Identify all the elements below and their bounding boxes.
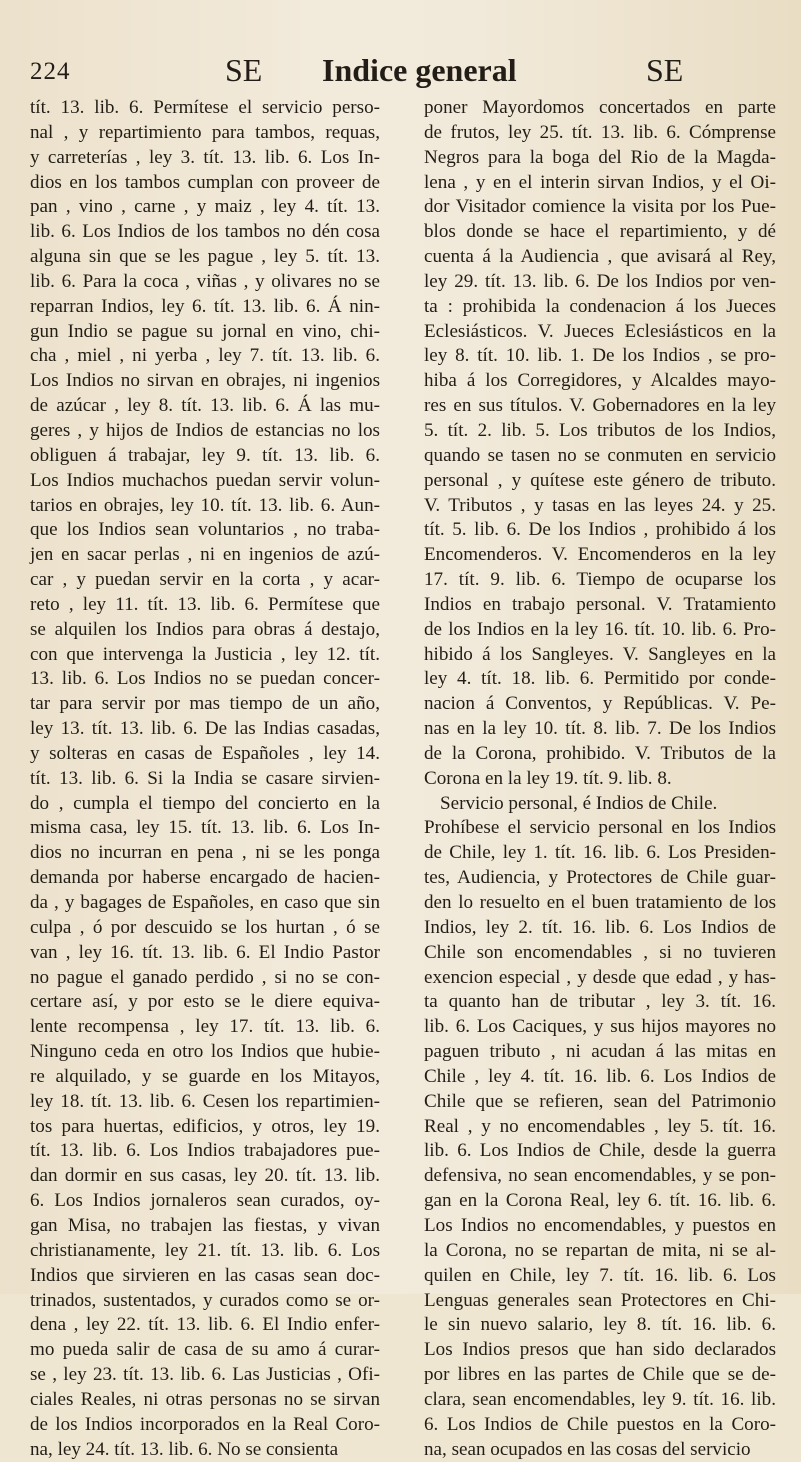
text-line: Lenguas generales sean Protectores en Chi- [424,1289,776,1311]
text-line: la Corona, no se repartan de mita, ni se al- [424,1239,776,1261]
right-column [424,96,776,1462]
text-line: ley 18. tít. 13. lib. 6. Cesen los repartimien- [30,1090,380,1112]
text-line: 6. Los Indios jornaleros sean curados, oy- [30,1190,380,1212]
text-line: dios en los tambos cumplan con proveer de [30,171,380,193]
text-line: den lo resuelto en el buen tratamiento de los [424,892,776,913]
text-line: V. Tributos , y tasas en las leyes 24. y 25. [424,494,776,516]
text-line: jen en sacar perlas , ni en ingenios de azú- [30,544,380,566]
text-line: quilen en Chile, ley 7. tít. 16. lib. 6. Los [424,1264,776,1286]
header-left-word: SE [225,52,263,88]
text-line: 17. tít. 9. lib. 6. Tiempo de ocuparse los [424,569,776,591]
text-line: personal , y quítese este género de tributo. [424,469,776,491]
text-line: na, ley 24. tít. 13. lib. 6. No se consienta [30,1438,339,1460]
text-line: lib. 6. Para la coca , viñas , y olivares no se [30,270,380,292]
text-line: poner Mayordomos concertados en parte [424,97,776,118]
header-title: Indice general [322,52,517,88]
text-line: lib. 6. Los Indios de los tambos no dén cosa [30,221,380,243]
text-line: Negros para la boga del Rio de la Magda- [424,146,776,168]
text-line: y carreterías , ley 3. tít. 13. lib. 6. Los In- [30,146,380,168]
text-line: ta : prohibida la condenacion á los Jueces [424,295,776,317]
text-line: Chile que se refieren, sean del Patrimonio [424,1090,776,1112]
text-line: certare así, y por esto se le diere equiva- [30,991,380,1013]
text-line: trinados, sustentados, y curados como se or- [30,1289,380,1311]
text-line: Los Indios muchachos puedan servir volun- [30,469,380,491]
text-line: ley 29. tít. 13. lib. 6. De los Indios por ven- [424,270,776,292]
text-line: nal , y repartimiento para tambos, requas, [30,121,380,143]
text-line: nacion á Conventos, y Repúblicas. V. Pe- [424,693,776,715]
text-line: 13. lib. 6. Los Indios no se puedan concer- [30,668,380,690]
text-line: dor Visitador comience la visita por los Pue- [424,196,776,218]
text-line: le sin nuevo salario, ley 8. tít. 16. lib. 6. [424,1314,776,1336]
text-line: tít. 13. lib. 6. Si la India se casare sirvien- [30,767,380,789]
text-line: obliguen á trabajar, ley 9. tít. 13. lib. 6. [30,444,380,466]
text-line: 6. Los Indios de Chile puestos en la Coro- [424,1413,776,1435]
page-header [30,52,771,92]
text-line: Chile son encomendables , si no tuvieren [424,941,776,963]
text-line: Servicio personal, é Indios de Chile. [440,792,718,814]
text-line: Los Indios no sirvan en obrajes, ni ingenios [30,370,380,392]
text-line: pan , vino , carne , y maiz , ley 4. tít. 13. [30,196,380,218]
text-line: hibido á los Sangleyes. V. Sangleyes en la [424,643,776,665]
text-line: lena , y en el interin sirvan Indios, y el Oi- [424,171,776,193]
text-line: nas en la ley 10. tít. 8. lib. 7. De los Indios [424,718,776,740]
page-number: 224 [30,58,71,85]
text-line: van , ley 16. tít. 13. lib. 6. El Indio Pastor [30,941,380,963]
text-line: de la Corona, prohibido. V. Tributos de la [424,742,776,764]
text-line: Prohíbese el servicio personal en los Indios [424,817,776,839]
text-line: do , cumpla el tiempo del concierto en la [30,792,380,814]
text-line: cha , miel , ni yerba , ley 7. tít. 13. lib. 6. [30,345,380,367]
text-line: Corona en la ley 19. tít. 9. lib. 8. [424,767,672,789]
text-line: hiba á los Corregidores, y Alcaldes mayo- [424,370,776,392]
text-line: tít. 13. lib. 6. Permítese el servicio perso- [30,97,380,118]
text-line: gan Misa, no trabajen las fiestas, y vivan [30,1214,380,1236]
text-line: reparran Indios, ley 6. tít. 13. lib. 6. Á nin- [30,295,380,317]
text-line: lente recompensa , ley 17. tít. 13. lib. 6. [30,1016,380,1038]
text-line: Real , y no encomendables , ley 5. tít. 16. [424,1115,776,1137]
text-line: de los Indios incorporados en la Real Coro- [30,1413,380,1435]
text-line: de frutos, ley 25. tít. 13. lib. 6. Cómprense [424,121,776,143]
text-line: de los Indios en la ley 16. tít. 10. lib. 6. Pro- [424,618,776,640]
text-line: lib. 6. Los Caciques, y sus hijos mayores no [424,1016,776,1038]
text-line: re alquilado, y se guarde en los Mitayos, [30,1065,380,1087]
text-line: gun Indio se pague su jornal en vino, chi- [30,320,380,342]
text-line: de azúcar , ley 8. tít. 13. lib. 6. Á las mu- [30,395,380,417]
text-line: misma casa, ley 15. tít. 13. lib. 6. Los In- [30,817,380,839]
text-line: y solteras en casas de Españoles , ley 14. [30,742,380,764]
text-line: por libres en las partes de Chile que se de- [424,1364,776,1386]
text-line: Eclesiásticos. V. Jueces Eclesiásticos en la [424,320,776,342]
text-line: Los Indios no encomendables, y puestos en [424,1214,776,1236]
text-line: christianamente, ley 21. tít. 13. lib. 6. Los [30,1239,380,1261]
text-line: Indios, ley 2. tít. 16. lib. 6. Los Indios de [424,916,776,938]
text-line: tít. 5. lib. 6. De los Indios , prohibido á los [424,519,776,541]
text-line: de Chile, ley 1. tít. 16. lib. 6. Los Presiden- [424,842,776,864]
text-line: Ninguno ceda en otro los Indios que hubie- [30,1041,380,1063]
text-line: ta quanto han de tributar , ley 3. tít. 16. [424,991,776,1013]
text-line: da , y bagages de Españoles, en caso que sin [30,892,380,913]
text-line: ciales Reales, ni otras personas no se sirvan [30,1388,380,1410]
text-line: defensiva, no sean encomendables, y se pon- [424,1165,776,1187]
text-line: res en sus títulos. V. Gobernadores en la ley [424,395,776,417]
text-line: se alquilen los Indios para obras á destajo, [30,618,380,640]
text-line: Indios en trabajo personal. V. Tratamiento [424,593,776,615]
text-line: Indios que sirvieren en las casas sean doc- [30,1264,380,1286]
text-line: 5. tít. 2. lib. 5. Los tributos de los Indios, [424,419,776,441]
text-line: mo pueda salir de casa de su amo á curar- [30,1339,380,1361]
text-line: demanda por haberse encargado de hacien- [30,867,380,889]
text-line: dena , ley 22. tít. 13. lib. 6. El Indio enfer- [30,1314,380,1336]
text-line: culpa , ó por descuido se los hurtan , ó se [30,916,380,938]
text-line: tarios en obrajes, ley 10. tít. 13. lib. 6. Aun- [30,494,380,516]
text-line: clara, sean encomendables, ley 9. tít. 16. lib. [424,1388,776,1410]
text-line: tes, Audiencia, y Protectores de Chile guar- [424,867,776,889]
text-line: Los Indios presos que han sido declarados [424,1339,776,1361]
text-line: na, sean ocupados en las cosas del servicio [424,1438,751,1460]
text-line: car , y puedan servir en la corta , y acar- [30,569,380,591]
text-line: que los Indios sean voluntarios , no traba- [30,519,380,541]
text-line: ley 8. tít. 10. lib. 1. De los Indios , se pro- [424,345,776,367]
text-line: exencion especial , y desde que edad , y has- [424,966,776,988]
text-line: quando se tasen no se conmuten en servicio [424,444,776,466]
text-line: se , ley 23. tít. 13. lib. 6. Las Justicias , Ofi- [30,1364,380,1386]
text-line: Chile , ley 4. tít. 16. lib. 6. Los Indios de [424,1065,776,1087]
text-line: tos para huertas, edificios, y otros, ley 19. [30,1115,380,1137]
left-column [30,96,380,1462]
text-line: alguna sin que se les pague , ley 5. tít. 13. [30,246,380,268]
text-line: no pague el ganado perdido , si no se con- [30,966,380,988]
text-line: gan en la Corona Real, ley 6. tít. 16. lib. 6. [424,1190,776,1212]
text-line: tar para servir por mas tiempo de un año, [30,693,380,715]
text-line: ley 4. tít. 18. lib. 6. Permitido por conde- [424,668,776,690]
text-line: blos donde se hace el repartimiento, y dé [424,221,776,243]
text-line: geres , y hijos de Indios de estancias no los [30,419,380,441]
text-line: dan dormir en sus casas, ley 20. tít. 13. lib. [30,1165,380,1187]
text-line: ley 13. tít. 13. lib. 6. De las Indias casadas, [30,718,380,740]
text-line: cuenta á la Audiencia , que avisará al Rey, [424,246,776,268]
text-line: reto , ley 11. tít. 13. lib. 6. Permítese que [30,593,380,615]
text-line: Encomenderos. V. Encomenderos en la ley [424,544,776,566]
text-line: paguen tributo , ni acudan á las mitas en [424,1041,776,1063]
text-line: dios no incurran en pena , ni se les ponga [30,842,380,864]
header-right-word: SE [646,52,684,88]
text-line: tít. 13. lib. 6. Los Indios trabajadores pue- [30,1140,380,1162]
text-line: con que intervenga la Justicia , ley 12. tít. [30,643,380,665]
text-line: lib. 6. Los Indios de Chile, desde la guerra [424,1140,776,1162]
